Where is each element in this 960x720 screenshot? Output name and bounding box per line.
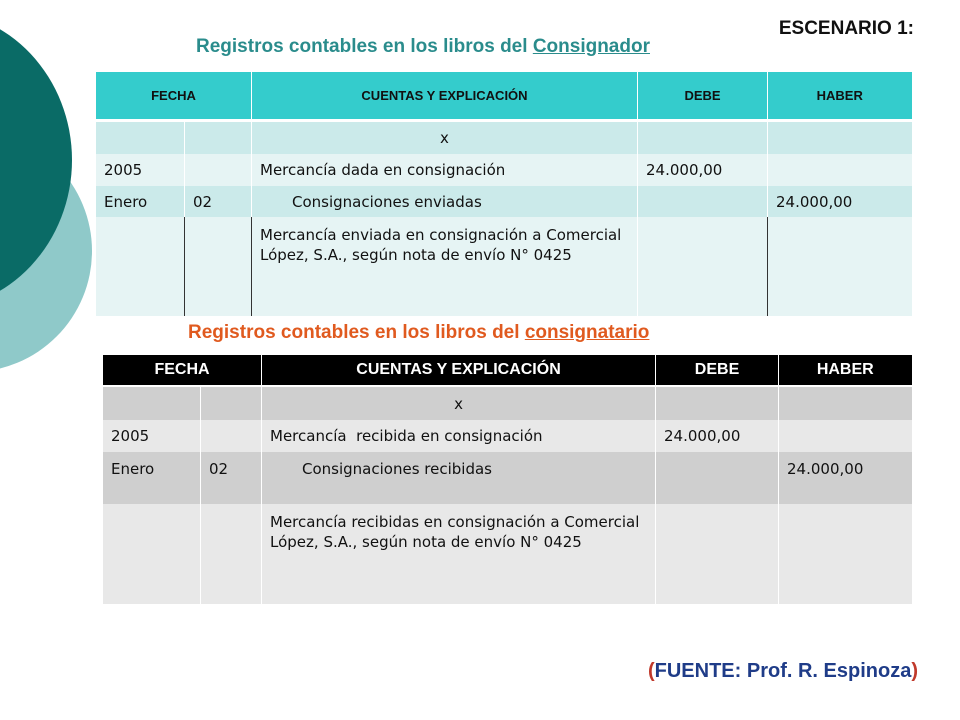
table-row xyxy=(103,386,912,420)
credit-amount: 24.000,00 xyxy=(779,452,912,504)
source-citation xyxy=(648,660,918,683)
table-row xyxy=(103,504,912,604)
cell-empty xyxy=(656,504,779,604)
debit-account: Mercancía dada en consignación xyxy=(252,154,638,186)
table-row xyxy=(103,452,912,504)
cell-empty xyxy=(185,217,252,316)
credit-account: Consignaciones enviadas xyxy=(252,186,638,217)
section2-title xyxy=(188,322,649,344)
cell-empty xyxy=(779,420,912,452)
section1-title-link: Consignador xyxy=(532,36,650,57)
entry-month: Enero xyxy=(96,186,185,217)
header-debe: DEBE xyxy=(656,355,779,386)
source-text: FUENTE: Prof. R. Espinoza xyxy=(654,660,912,682)
cell-empty xyxy=(768,120,912,154)
table-row xyxy=(96,120,912,154)
cell-empty xyxy=(638,186,768,217)
header-fecha: FECHA xyxy=(103,355,262,386)
cell-empty xyxy=(201,504,262,604)
source-open-paren: ( xyxy=(647,660,655,682)
table-header-row xyxy=(96,72,912,120)
cell-empty xyxy=(656,452,779,504)
cell-empty xyxy=(768,217,912,316)
consignee-ledger-table xyxy=(102,355,912,604)
entry-year: 2005 xyxy=(96,154,185,186)
entry-month: Enero xyxy=(103,452,201,504)
cell-empty xyxy=(201,386,262,420)
table-row xyxy=(96,154,912,186)
cell-empty xyxy=(103,504,201,604)
entry-marker: x xyxy=(252,120,638,154)
entry-explanation: Mercancía recibidas en consignación a Comercial López, S.A., según nota de envío N° 0425 xyxy=(262,504,656,604)
entry-year: 2005 xyxy=(103,420,201,452)
cell-empty xyxy=(201,420,262,452)
entry-day: 02 xyxy=(201,452,262,504)
consignor-ledger-table xyxy=(95,72,912,316)
section1-title-prefix: Registros contables en los libros del xyxy=(196,36,533,57)
debit-account: Mercancía recibida en consignación xyxy=(262,420,656,452)
cell-empty xyxy=(103,386,201,420)
table-header-row xyxy=(103,355,912,386)
entry-day: 02 xyxy=(185,186,252,217)
cell-empty xyxy=(96,217,185,316)
cell-empty xyxy=(638,217,768,316)
cell-empty xyxy=(638,120,768,154)
scenario-label: ESCENARIO 1: xyxy=(778,18,914,39)
debit-amount: 24.000,00 xyxy=(638,154,768,186)
section2-title-prefix: Registros contables en los libros del xyxy=(188,322,525,343)
table-row xyxy=(96,217,912,316)
table-row xyxy=(103,420,912,452)
cell-empty xyxy=(779,386,912,420)
credit-account: Consignaciones recibidas xyxy=(262,452,656,504)
credit-amount: 24.000,00 xyxy=(768,186,912,217)
header-haber: HABER xyxy=(768,72,912,120)
header-debe: DEBE xyxy=(638,72,768,120)
cell-empty xyxy=(96,120,185,154)
section1-title xyxy=(196,36,650,58)
debit-amount: 24.000,00 xyxy=(656,420,779,452)
source-close-paren: ) xyxy=(911,660,918,682)
cell-empty xyxy=(779,504,912,604)
table-row xyxy=(96,186,912,217)
header-cuentas: CUENTAS Y EXPLICACIÓN xyxy=(252,72,638,120)
entry-explanation: Mercancía enviada en consignación a Comercial López, S.A., según nota de envío N° 0425 xyxy=(252,217,638,316)
section2-title-link: consignatario xyxy=(524,322,650,343)
cell-empty xyxy=(656,386,779,420)
entry-marker: x xyxy=(262,386,656,420)
header-fecha: FECHA xyxy=(96,72,252,120)
cell-empty xyxy=(185,154,252,186)
header-haber: HABER xyxy=(779,355,912,386)
cell-empty xyxy=(185,120,252,154)
header-cuentas: CUENTAS Y EXPLICACIÓN xyxy=(262,355,656,386)
cell-empty xyxy=(768,154,912,186)
